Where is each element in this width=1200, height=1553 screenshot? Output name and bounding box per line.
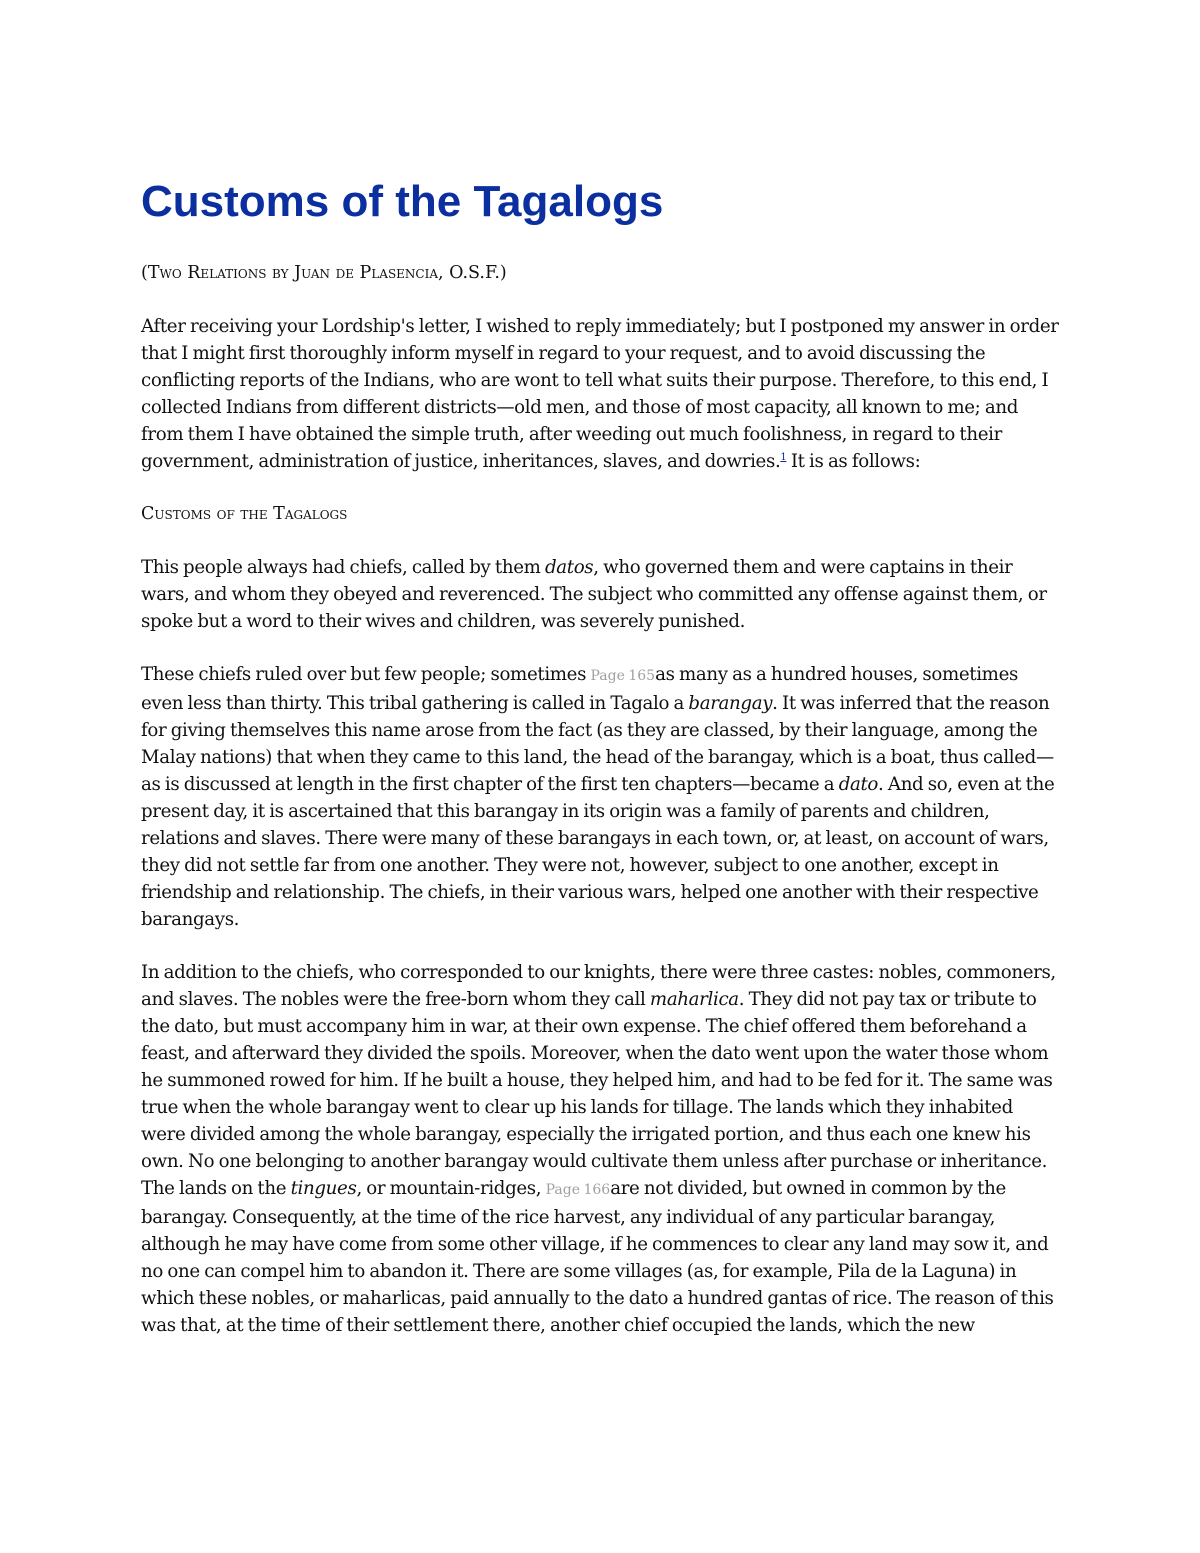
paragraph-text: , or mountain-ridges, [356,1178,546,1199]
paragraph-text: This people always had chiefs, called by them [141,557,545,578]
paragraph-text: as many as a hundred houses, sometimes even less than thirty. This tribal gathering is called in Tagalo a [141,664,1018,714]
section-heading: Customs of the Tagalogs [141,504,348,524]
paragraph-text: . They did not pay tax or tribute to the dato, but must accompany him in war, at their own expense. The chief offered them beforehand a feast, and afterward they divided the spoils. Moreover, when the dato went upon the water those whom he summoned rowed for him. If he built a house, they helped him, and had to be fed for it. The same was true when the whole barangay went to clear up his lands for tillage. The lands which they inhabited were divided among the whole barangay, especially the irrigated portion, and thus each one knew his own. No one belonging to another barangay would cultivate them unless after purchase or inheritance. The lands on the [141,989,1053,1199]
paragraph-text: These chiefs ruled over but few people; sometimes [141,664,591,685]
footnote-link[interactable]: 1 [780,451,787,463]
page-marker: Page 166 [545,1182,611,1198]
paragraph-text: are not divided, but owned in common by the barangay. Consequently, at the time of the rice harvest, any individual of any particular barangay, although he may have come from some other village, if he commences to clear any land may sow it, and no one can compel him to abandon it. There are some villages (as, for example, Pila de la Laguna) in which these nobles, or maharlicas, paid annually to the dato a hundred gantas of rice. The reason of this was that, at the time of their settlement there, another chief occupied the lands, which the new [141,1178,1054,1336]
paragraph-text: It is as follows: [786,451,921,472]
paragraph-text: . And so, even at the present day, it is ascertained that this barangay in its origin was a family of parents and children, relations and slaves. There were many of these barangays in each town, or, at least, on account of wars, they did not settle far from one another. They were not, however, subject to one another, except in friendship and relationship. The chiefs, in their various wars, helped one another with their respective barangays. [141,774,1055,930]
term-tingues: tingues [290,1178,357,1199]
term-datos: datos [544,557,594,578]
term-barangay: barangay [688,693,773,714]
paragraph-text: In addition to the chiefs, who corresponded to our knights, there were three castes: nobles, commoners, and slaves. The nobles were the free-born whom they call [141,962,1056,1010]
paragraph-text: , who governed them and were captains in their wars, and whom they obeyed and reverenced. The subject who committed any offense against them, or spoke but a word to their wives and children, was severely punished. [141,557,1047,632]
paragraph-chiefs [141,554,1060,635]
page-marker: Page 165 [590,668,656,684]
paragraph-text: After receiving your Lordship's letter, I wished to reply immediately; but I postponed my answer in order that I might first thoroughly inform myself in regard to your request, and to avoid discussing the conflicting reports of the Indians, who are wont to tell what suits their purpose. Therefore, to this end, I collected Indians from different districts—old men, and those of most capacity, all known to me; and from them I have obtained the simple truth, after weeding out much foolishness, in regard to their government, administration of justice, inheritances, slaves, and dowries. [141,316,1059,472]
paragraph-text: . It was inferred that the reason for giving themselves this name arose from the fact (as they are classed, by their language, among the Malay nations) that when they came to this land, the head of the barangay, which is a boat, thus called—as is discussed at length in the first chapter of the first ten chapters—became a [141,693,1054,795]
term-maharlica: maharlica [649,989,739,1010]
paragraph-castes [141,959,1060,1339]
page-title: Customs of the Tagalogs [141,177,664,226]
document-subtitle: (Two Relations by Juan de Plasencia, O.S.F.) [141,263,507,283]
paragraph-barangay [141,661,1060,933]
term-dato: dato [838,774,879,795]
paragraph-intro [141,313,1060,475]
